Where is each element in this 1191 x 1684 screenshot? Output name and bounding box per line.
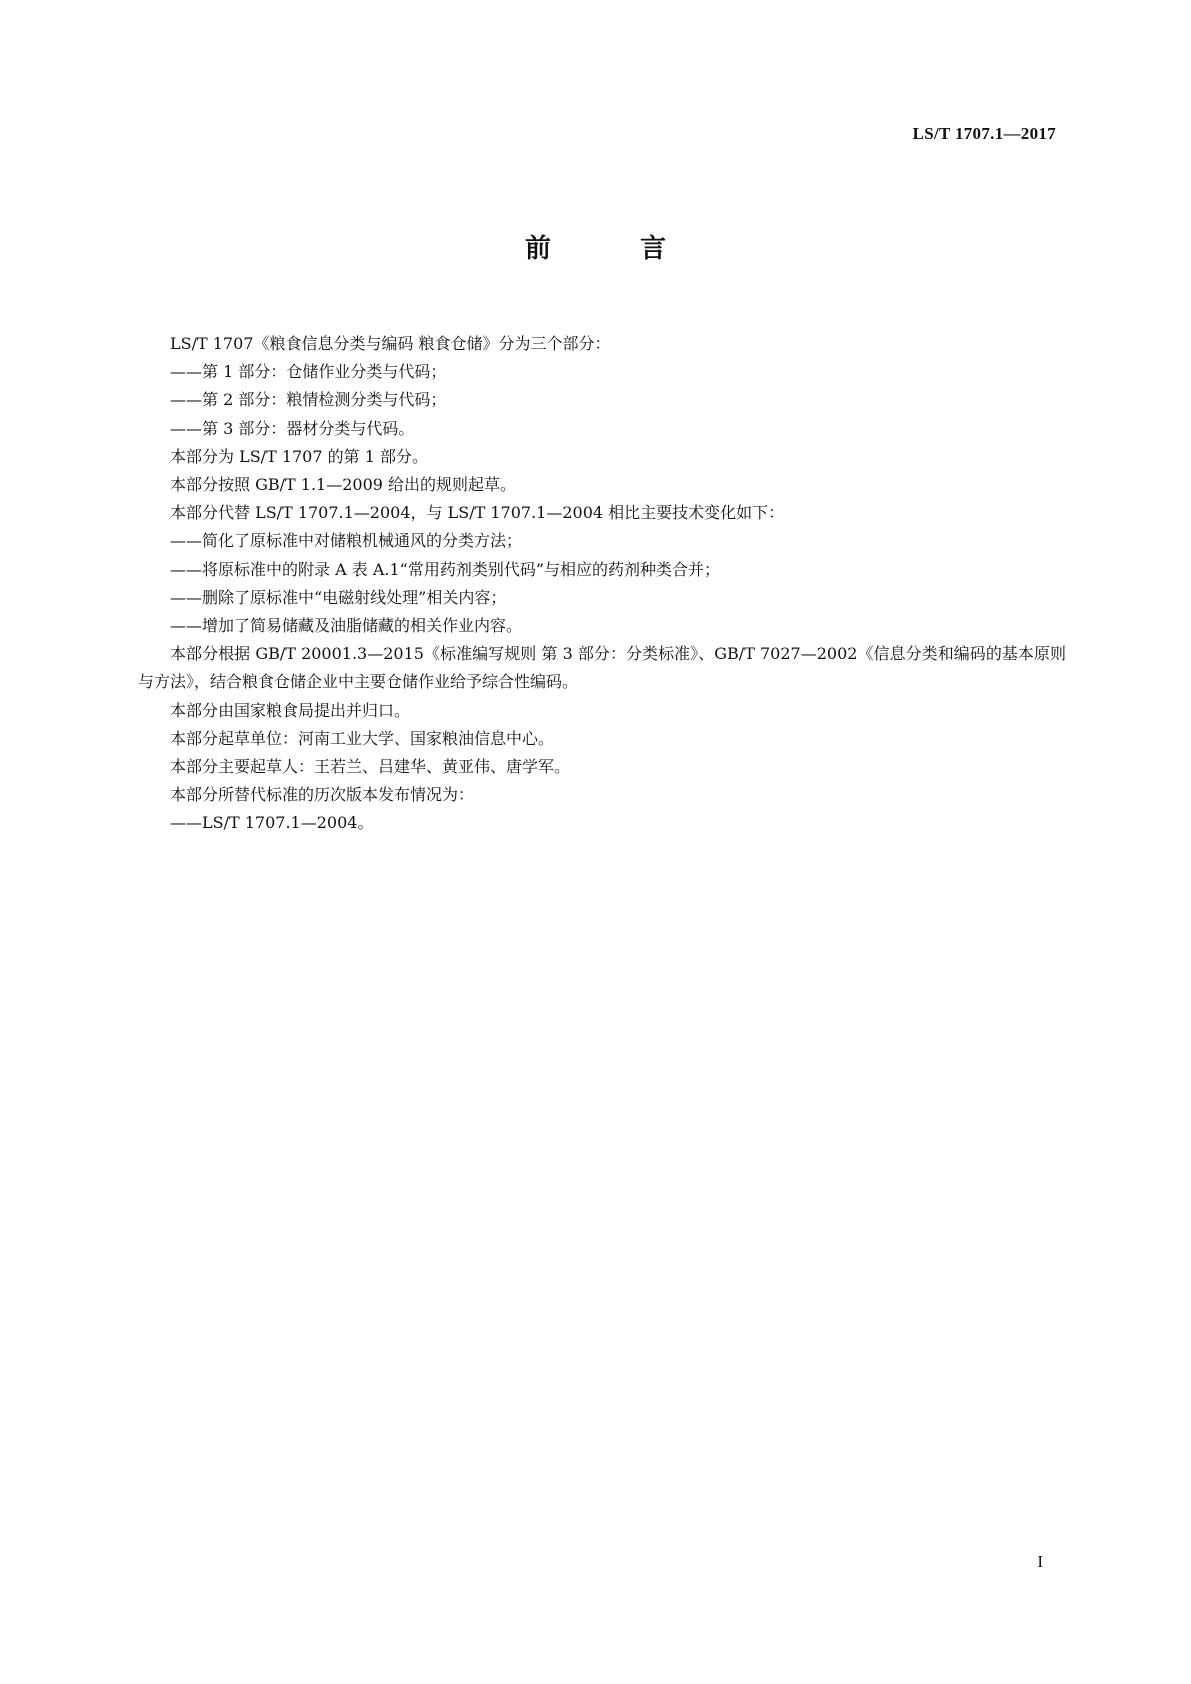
paragraph-proposer: 本部分由国家粮食局提出并归口。 [170,700,411,720]
page-title: 前 言 [524,234,707,264]
paragraph-change-4: ——增加了简易储藏及油脂储藏的相关作业内容。 [170,616,523,636]
paragraph-drafting-rules: 本部分按照 GB/T 1.1—2009 给出的规则起草。 [170,475,517,495]
paragraph-drafting-units: 本部分起草单位：河南工业大学、国家粮油信息中心。 [170,728,555,748]
paragraph-change-3: ——删除了原标准中“电磁射线处理”相关内容； [170,587,507,607]
paragraph-basis: 本部分根据 GB/T 20001.3—2015《标准编写规则 第 3 部分：分类标准》、GB/T 7027—2002《信息分类和编码的基本原则与方法》，结合粮食仓储企业中主要仓储作业给予综合性编码。 [138,644,1066,692]
paragraph-this-part: 本部分为 LS/T 1707 的第 1 部分。 [170,446,428,466]
paragraph-history-item: ——LS/T 1707.1—2004。 [170,813,374,833]
page-number: I [1037,1552,1043,1571]
paragraph-replaces: 本部分代替 LS/T 1707.1—2004，与 LS/T 1707.1—2004 相比主要技术变化如下： [170,503,785,523]
paragraph-change-2: ——将原标准中的附录 A 表 A.1“常用药剂类别代码”与相应的药剂种类合并； [170,559,720,579]
paragraph-part-3: ——第 3 部分：器材分类与代码。 [170,418,415,438]
foreword-body [138,330,1066,838]
paragraph-change-1: ——简化了原标准中对储粮机械通风的分类方法； [170,531,523,551]
paragraph-part-2: ——第 2 部分：粮情检测分类与代码； [170,390,447,410]
paragraph-drafters: 本部分主要起草人：王若兰、吕建华、黄亚伟、唐学军。 [170,757,571,777]
paragraph-part-1: ——第 1 部分：仓储作业分类与代码； [170,362,447,382]
paragraph-parts-intro: LS/T 1707《粮食信息分类与编码 粮食仓储》分为三个部分： [170,334,611,353]
standard-code: LS/T 1707.1—2017 [912,124,1056,143]
paragraph-history-intro: 本部分所替代标准的历次版本发布情况为： [170,785,475,805]
